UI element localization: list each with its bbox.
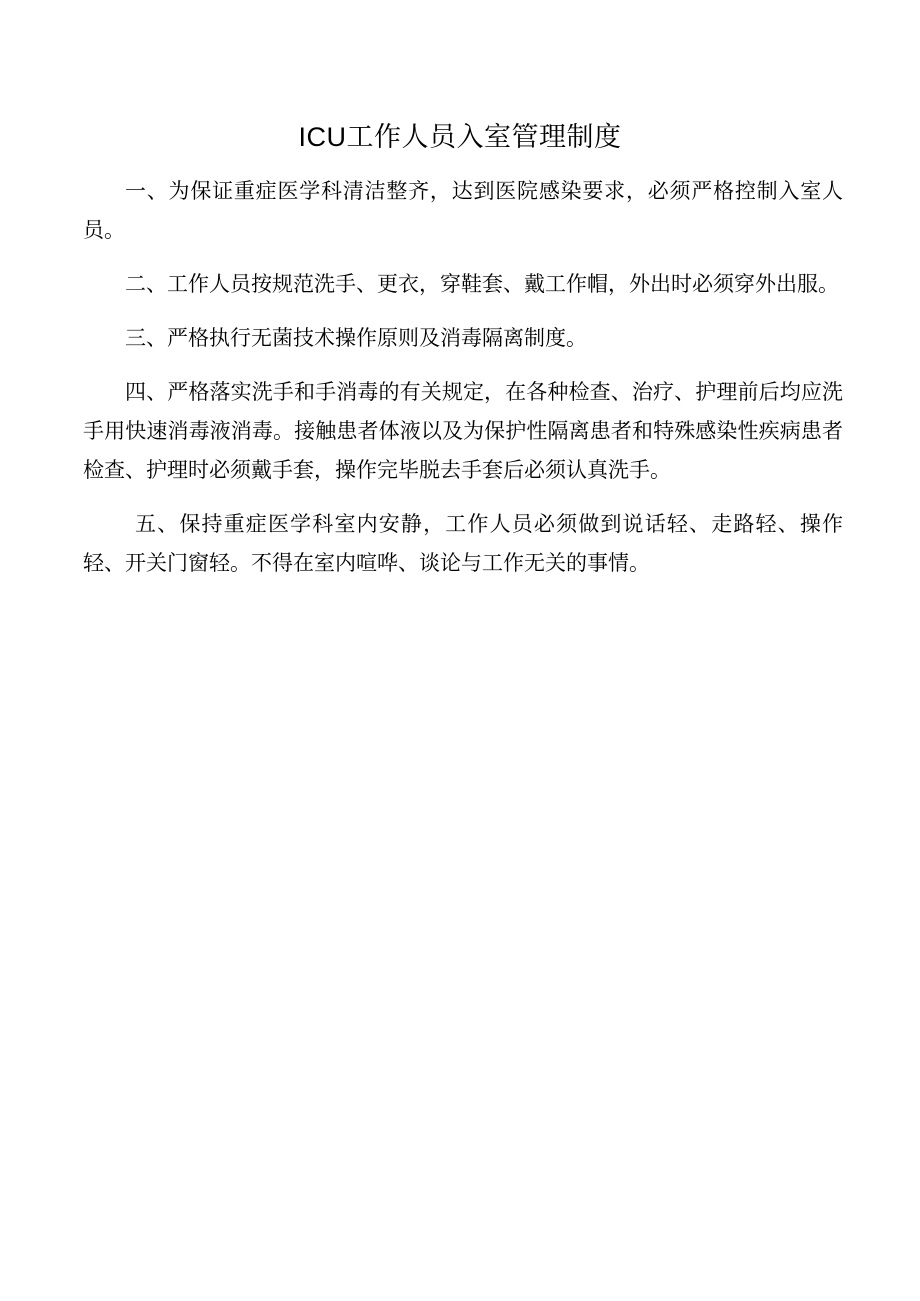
paragraph-2: 二、工作人员按规范洗手、更衣，穿鞋套、戴工作帽，外出时必须穿外出服。: [125, 272, 839, 296]
paragraph-5: 五、保持重症医学科室内安静，工作人员必须做到说话轻、走路轻、操作轻、开关门窗轻。不得在室内喧哗、谈论与工作无关的事情。: [83, 512, 843, 575]
document-body: [83, 172, 843, 598]
paragraph-3: 三、严格执行无菌技术操作原则及消毒隔离制度。: [125, 326, 587, 350]
document-title: ICU工作人员入室管理制度: [298, 122, 622, 152]
paragraph-4: 四、严格落实洗手和手消毒的有关规定，在各种检查、治疗、护理前后均应洗手用快速消毒液消毒。接触患者体液以及为保护性隔离患者和特殊感染性疾病患者检查、护理时必须戴手套，操作完毕脱去手套后必须认真洗手。: [83, 380, 843, 482]
paragraph-1: 一、为保证重症医学科清洁整齐，达到医院感染要求，必须严格控制入室人员。: [83, 179, 843, 242]
